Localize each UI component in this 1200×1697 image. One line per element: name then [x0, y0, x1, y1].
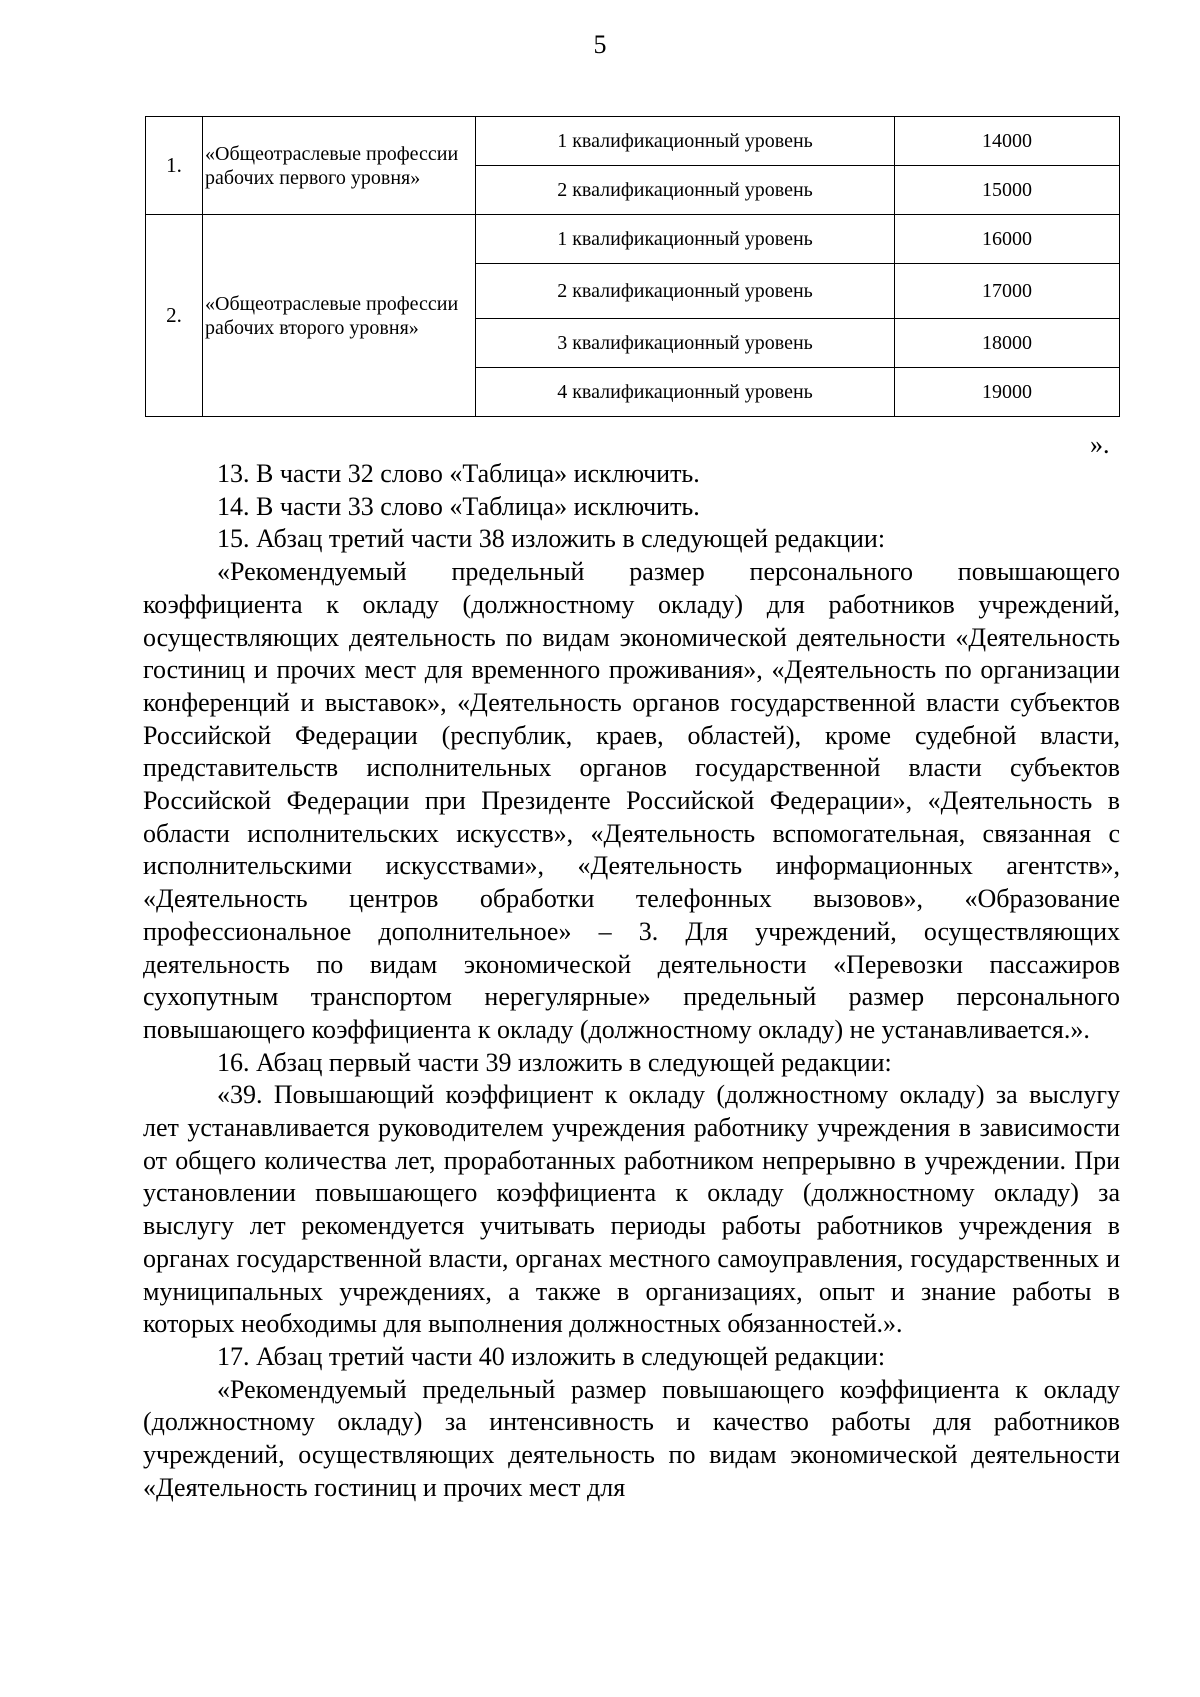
table-row — [146, 215, 1120, 264]
salary-value: 15000 — [895, 166, 1120, 215]
qualification-table — [145, 116, 1120, 417]
paragraph-16: 16. Абзац первый части 39 изложить в следующей редакции: — [217, 1047, 892, 1077]
table-closing-quote: ». — [1090, 430, 1110, 459]
qualification-level: 4 квалификационный уровень — [476, 368, 895, 417]
salary-value: 17000 — [895, 264, 1120, 319]
qualification-level: 2 квалификационный уровень — [476, 264, 895, 319]
qualification-level: 1 квалификационный уровень — [476, 117, 895, 166]
paragraph-14: 14. В части 33 слово «Таблица» исключить. — [217, 491, 700, 521]
table-row — [146, 117, 1120, 166]
qualification-level: 1 квалификационный уровень — [476, 215, 895, 264]
group-number: 1. — [146, 117, 203, 215]
page-number: 5 — [593, 30, 607, 59]
salary-value: 18000 — [895, 319, 1120, 368]
group-number: 2. — [146, 215, 203, 417]
paragraph-17: 17. Абзац третий части 40 изложить в следующей редакции: — [217, 1341, 886, 1371]
paragraph-16-text: «39. Повышающий коэффициент к окладу (должностному окладу) за выслугу лет устанавливается руководителем учреждения работнику учреждения в зависимости от общего количества лет, проработанных работником непрерывно в учреждении. При установлении повышающего коэффициента к окладу (должностному окладу) за выслугу лет рекомендуется учитывать периоды работы работников учреждения в органах государственной власти, органах местного самоуправления, государственных и муниципальных учреждениях, а также в организациях, опыт и знание работы в которых необходимы для выполнения должностных обязанностей.». — [143, 1080, 1120, 1339]
qualification-level: 3 квалификационный уровень — [476, 319, 895, 368]
paragraph-15-text: «Рекомендуемый предельный размер персонального повышающего коэффициента к окладу (должностному окладу) для работников учреждений, осуществляющих деятельность по видам экономической деятельности «Деятельность гостиниц и прочих мест для временного проживания», «Деятельность по организации конференций и выставок», «Деятельность органов государственной власти субъектов Российской Федерации (республик, краев, областей), кроме судебной власти, представительств исполнительных органов государственной власти субъектов Российской Федерации при Президенте Российской Федерации», «Деятельность в области исполнительских искусств», «Деятельность вспомогательная, связанная с исполнительскими искусствами», «Деятельность информационных агентств», «Деятельность центров обработки телефонных вызовов», «Образование профессиональное дополнительное» – 3. Для учреждений, осуществляющих деятельность по видам экономической деятельности «Перевозки пассажиров сухопутным транспортом нерегулярные» предельный размер персонального повышающего коэффициента к окладу (должностному окладу) не устанавливается.». — [143, 557, 1120, 1044]
salary-value: 19000 — [895, 368, 1120, 417]
paragraph-13: 13. В части 32 слово «Таблица» исключить. — [217, 459, 700, 488]
document-body — [143, 458, 1120, 1505]
qualification-level: 2 квалификационный уровень — [476, 166, 895, 215]
paragraph-17-text: «Рекомендуемый предельный размер повышающего коэффициента к окладу (должностному окладу) за интенсивность и качество работы для работников учреждений, осуществляющих деятельность по видам экономической деятельности «Деятельность гостиниц и прочих мест для — [143, 1374, 1120, 1502]
paragraph-15: 15. Абзац третий части 38 изложить в следующей редакции: — [217, 524, 886, 554]
group-name: «Общеотраслевые профессии рабочих второго уровня» — [203, 215, 476, 417]
salary-value: 16000 — [895, 215, 1120, 264]
salary-value: 14000 — [895, 117, 1120, 166]
group-name: «Общеотраслевые профессии рабочих первого уровня» — [203, 117, 476, 215]
